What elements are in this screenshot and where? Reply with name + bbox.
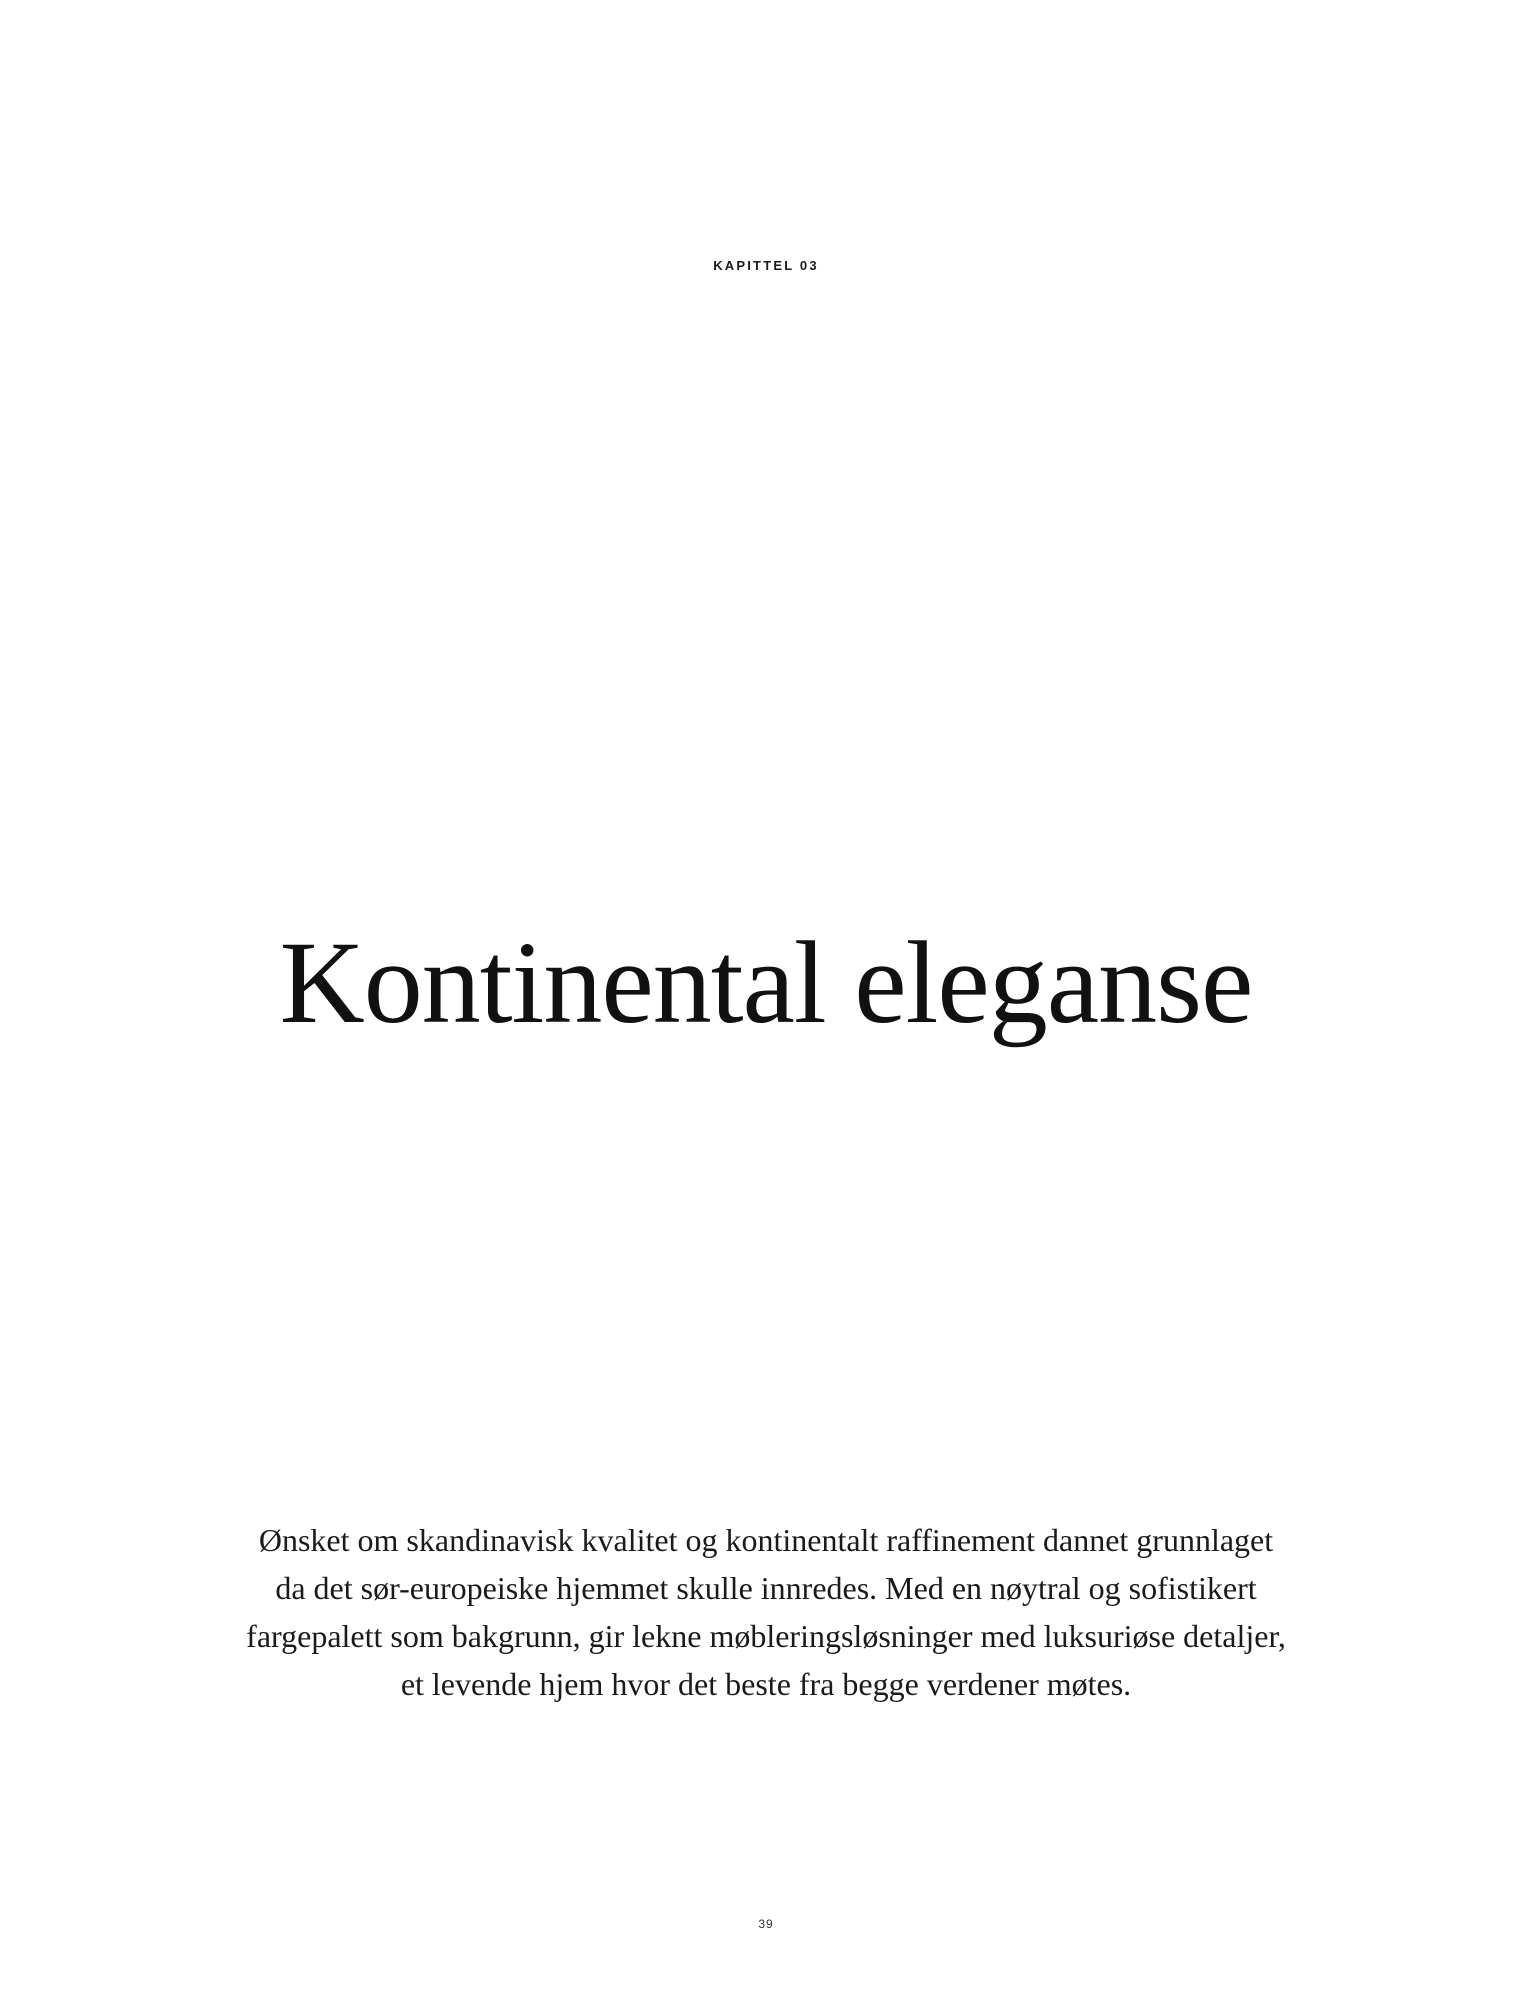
intro-paragraph — [156, 1516, 1376, 1708]
chapter-title: Kontinental eleganse — [279, 917, 1253, 1048]
page-number: 39 — [758, 1917, 774, 1931]
intro-line: fargepalett som bakgrunn, gir lekne møbleringsløsninger med luksuriøse detaljer, — [246, 1618, 1286, 1654]
chapter-label: KAPITTEL 03 — [713, 258, 819, 273]
intro-line: Ønsket om skandinavisk kvalitet og kontinentalt raffinement dannet grunnlaget — [258, 1522, 1274, 1558]
intro-line: et levende hjem hvor det beste fra begge verdener møtes. — [400, 1666, 1132, 1702]
intro-line: da det sør-europeiske hjemmet skulle innredes. Med en nøytral og sofistikert — [275, 1570, 1257, 1606]
